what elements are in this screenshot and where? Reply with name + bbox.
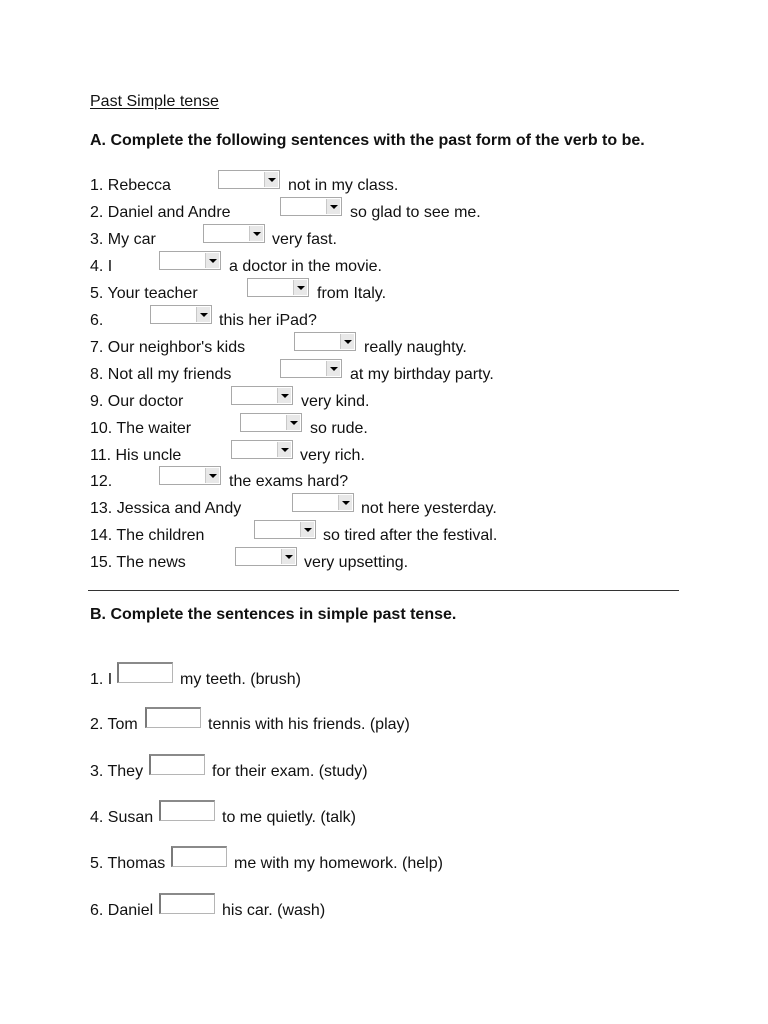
question-b2-end: tennis with his friends. (play) bbox=[208, 716, 410, 733]
question-a14-start: 14. The children bbox=[90, 527, 205, 544]
chevron-down-icon[interactable] bbox=[205, 253, 219, 268]
question-b1-end: my teeth. (brush) bbox=[180, 671, 301, 688]
question-a12-end: the exams hard? bbox=[229, 473, 349, 490]
chevron-down-icon[interactable] bbox=[286, 415, 300, 430]
page-title: Past Simple tense bbox=[90, 93, 219, 110]
answer-select-a10[interactable] bbox=[240, 413, 302, 432]
section-divider bbox=[88, 590, 679, 591]
chevron-down-icon[interactable] bbox=[326, 199, 340, 214]
question-a4-start: 4. I bbox=[90, 258, 113, 275]
answer-input-b5[interactable] bbox=[171, 846, 227, 867]
question-b6-start: 6. Daniel bbox=[90, 902, 154, 919]
answer-select-a5[interactable] bbox=[247, 278, 309, 297]
question-b4-start: 4. Susan bbox=[90, 809, 154, 826]
answer-input-b4[interactable] bbox=[159, 800, 215, 821]
question-a6-start: 6. bbox=[90, 312, 104, 329]
answer-select-a3[interactable] bbox=[203, 224, 265, 243]
question-a13-start: 13. Jessica and Andy bbox=[90, 500, 242, 517]
chevron-down-icon[interactable] bbox=[281, 549, 295, 564]
answer-select-a8[interactable] bbox=[280, 359, 342, 378]
question-a6-end: this her iPad? bbox=[219, 312, 317, 329]
chevron-down-icon[interactable] bbox=[249, 226, 263, 241]
chevron-down-icon[interactable] bbox=[300, 522, 314, 537]
answer-input-b1[interactable] bbox=[117, 662, 173, 683]
chevron-down-icon[interactable] bbox=[196, 307, 210, 322]
answer-input-b3[interactable] bbox=[149, 754, 205, 775]
answer-select-a1[interactable] bbox=[218, 170, 280, 189]
question-a9-end: very kind. bbox=[301, 393, 370, 410]
answer-input-b2[interactable] bbox=[145, 707, 201, 728]
answer-select-a6[interactable] bbox=[150, 305, 212, 324]
question-a13-end: not here yesterday. bbox=[361, 500, 497, 517]
question-b3-end: for their exam. (study) bbox=[212, 763, 368, 780]
question-a7-end: really naughty. bbox=[364, 339, 467, 356]
answer-select-a2[interactable] bbox=[280, 197, 342, 216]
question-b5-start: 5. Thomas bbox=[90, 855, 166, 872]
question-b1-start: 1. I bbox=[90, 671, 113, 688]
answer-select-a4[interactable] bbox=[159, 251, 221, 270]
chevron-down-icon[interactable] bbox=[293, 280, 307, 295]
answer-select-a11[interactable] bbox=[231, 440, 293, 459]
question-a8-end: at my birthday party. bbox=[350, 366, 494, 383]
question-a14-end: so tired after the festival. bbox=[323, 527, 498, 544]
question-a9-start: 9. Our doctor bbox=[90, 393, 184, 410]
question-b3-start: 3. They bbox=[90, 763, 144, 780]
section-a-heading: A. Complete the following sentences with the past form of the verb to be. bbox=[90, 132, 645, 149]
question-a3-start: 3. My car bbox=[90, 231, 156, 248]
question-a5-start: 5. Your teacher bbox=[90, 285, 198, 302]
answer-select-a13[interactable] bbox=[292, 493, 354, 512]
question-a2-start: 2. Daniel and Andre bbox=[90, 204, 231, 221]
question-a1-end: not in my class. bbox=[288, 177, 399, 194]
question-b2-start: 2. Tom bbox=[90, 716, 138, 733]
answer-select-a12[interactable] bbox=[159, 466, 221, 485]
question-a3-end: very fast. bbox=[272, 231, 337, 248]
chevron-down-icon[interactable] bbox=[277, 388, 291, 403]
question-a10-end: so rude. bbox=[310, 420, 368, 437]
answer-select-a15[interactable] bbox=[235, 547, 297, 566]
answer-select-a9[interactable] bbox=[231, 386, 293, 405]
chevron-down-icon[interactable] bbox=[338, 495, 352, 510]
question-a8-start: 8. Not all my friends bbox=[90, 366, 232, 383]
chevron-down-icon[interactable] bbox=[277, 442, 291, 457]
chevron-down-icon[interactable] bbox=[264, 172, 278, 187]
question-a12-start: 12. bbox=[90, 473, 113, 490]
question-a7-start: 7. Our neighbor's kids bbox=[90, 339, 246, 356]
answer-select-a7[interactable] bbox=[294, 332, 356, 351]
answer-input-b6[interactable] bbox=[159, 893, 215, 914]
question-a5-end: from Italy. bbox=[317, 285, 387, 302]
chevron-down-icon[interactable] bbox=[205, 468, 219, 483]
question-a1-start: 1. Rebecca bbox=[90, 177, 171, 194]
question-b5-end: me with my homework. (help) bbox=[234, 855, 443, 872]
question-a4-end: a doctor in the movie. bbox=[229, 258, 382, 275]
question-a11-start: 11. His uncle bbox=[90, 447, 182, 464]
chevron-down-icon[interactable] bbox=[326, 361, 340, 376]
question-a2-end: so glad to see me. bbox=[350, 204, 481, 221]
question-a11-end: very rich. bbox=[300, 447, 365, 464]
question-b4-end: to me quietly. (talk) bbox=[222, 809, 356, 826]
section-b-heading: B. Complete the sentences in simple past tense. bbox=[90, 606, 457, 623]
question-a10-start: 10. The waiter bbox=[90, 420, 192, 437]
question-a15-end: very upsetting. bbox=[304, 554, 409, 571]
chevron-down-icon[interactable] bbox=[340, 334, 354, 349]
question-b6-end: his car. (wash) bbox=[222, 902, 326, 919]
question-a15-start: 15. The news bbox=[90, 554, 186, 571]
answer-select-a14[interactable] bbox=[254, 520, 316, 539]
